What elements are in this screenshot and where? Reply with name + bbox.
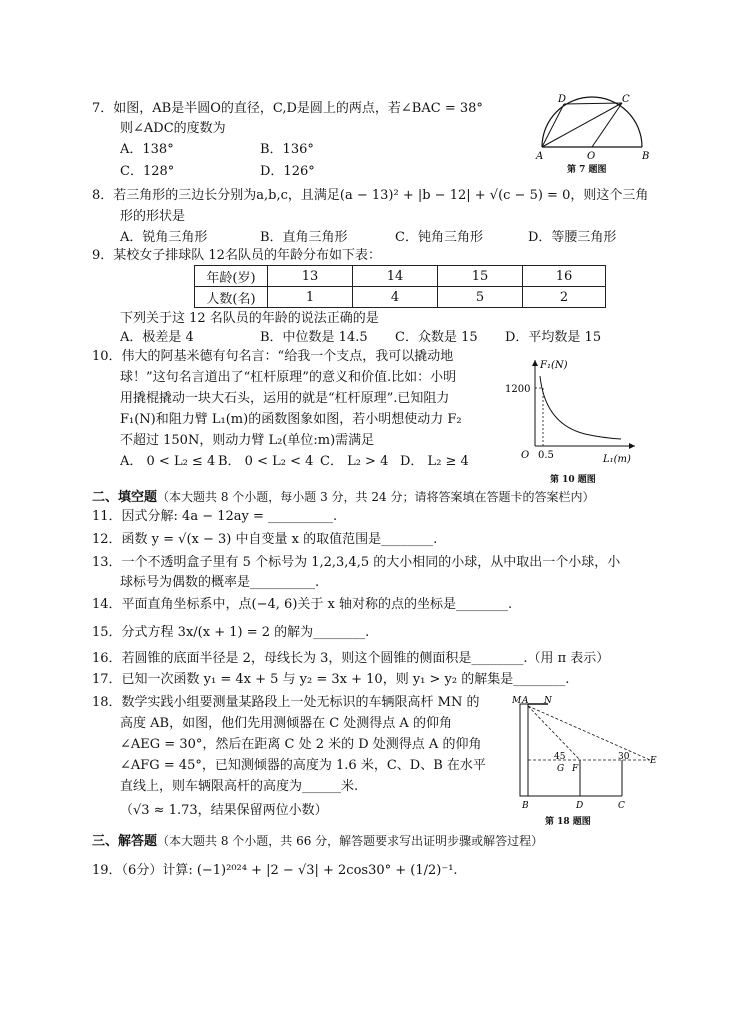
q13-line2: 球标号为偶数的概率是__________. [120, 575, 320, 590]
q10-x-axis-label: L₁(m) [603, 454, 631, 465]
q8-option-d: D．等腰三角形 [528, 230, 617, 245]
q10-option-d: D． L₂ ≥ 4 [400, 454, 469, 469]
q9-option-c: C．众数是 15 [395, 330, 478, 345]
q7-line2: 则∠ADC的度数为 [120, 121, 226, 136]
q17-text: 17．已知一次函数 y₁ = 4x + 5 与 y₂ = 3x + 10，则 y₁ > y₂ 的解集是________. [92, 672, 570, 687]
q18-label-a: A [522, 696, 529, 706]
q18-line5: 直线上，则车辆限高杆的高度为______米. [120, 779, 359, 794]
table-cell: 13 [268, 266, 353, 287]
q18-label-b: B [522, 801, 529, 811]
q18-label-m: M [512, 696, 522, 706]
q16-text: 16．若圆锥的底面半径是 2，母线长为 3，则这个圆锥的侧面积是________.（用 π 表示） [92, 651, 610, 666]
q10-line3: 用撬棍撬动一块大石头，运用的就是“杠杆原理”.已知阻力 [120, 391, 450, 406]
q10-option-b: B． 0 < L₂ < 4 [218, 454, 314, 469]
q18-figure-caption: 第 18 题图 [545, 817, 591, 827]
q8-line1: 8．若三角形的三边长分别为a,b,c，且满足(a − 13)² + |b − 12| + √(c − 5) = 0，则这个三角 [92, 188, 649, 203]
q18-height-bar-figure [510, 694, 660, 814]
table-cell: 4 [353, 287, 438, 308]
q10-x-tick: 0.5 [538, 450, 554, 461]
q9-option-a: A．极差是 4 [120, 330, 194, 345]
q18-line1: 18．数学实践小组要测量某路段上一处无标识的车辆限高杆 MN 的 [92, 695, 480, 710]
table-cell: 16 [523, 266, 606, 287]
q8-option-c: C．钝角三角形 [395, 230, 483, 245]
q15-text: 15．分式方程 3x/(x + 1) = 2 的解为________. [92, 625, 370, 640]
q7-option-a: A．138° [120, 142, 174, 157]
q18-line6: （√3 ≈ 1.73，结果保留两位小数） [120, 803, 328, 818]
q18-angle-30: 30 [618, 752, 630, 762]
q14-text: 14．平面直角坐标系中，点(−4, 6)关于 x 轴对称的点的坐标是________. [92, 597, 513, 612]
q18-label-g: G [557, 764, 565, 774]
table-row [195, 266, 606, 287]
q18-angle-45: 45 [554, 752, 566, 762]
q9-option-d: D．平均数是 15 [505, 330, 602, 345]
q10-origin-label: O [521, 450, 530, 461]
q7-label-o: O [587, 151, 596, 162]
table-cell: 人数(名) [195, 287, 268, 308]
q7-option-d: D．126° [260, 164, 315, 179]
q10-line2: 球！”这句名言道出了“杠杆原理”的意义和价值.比如：小明 [120, 370, 457, 385]
table-cell: 15 [438, 266, 523, 287]
q10-function-graph [503, 354, 643, 466]
q11-text: 11．因式分解: 4a − 12ay = __________. [92, 509, 338, 524]
q18-label-f: F [572, 764, 579, 774]
q18-line3: ∠AEG = 30°，然后在距离 C 处 2 米的 D 处测得点 A 的仰角 [120, 737, 482, 752]
q7-label-b: B [642, 151, 650, 162]
q18-label-e: E [650, 756, 657, 766]
section-3-heading [92, 830, 543, 853]
table-row [195, 287, 606, 308]
q13-line1: 13．一个不透明盒子里有 5 个标号为 1,2,3,4,5 的大小相同的小球，从中取出一个小球，小 [92, 555, 621, 570]
q18-label-c: C [618, 801, 625, 811]
table-cell: 2 [523, 287, 606, 308]
table-cell: 1 [268, 287, 353, 308]
q8-option-a: A．锐角三角形 [120, 230, 208, 245]
q7-option-c: C．128° [120, 164, 175, 179]
q10-line1: 10．伟大的阿基米德有句名言：“给我一个支点，我可以撬动地 [92, 349, 454, 364]
q10-line4: F₁(N)和阻力臂 L₁(m)的函数图象如图，若小明想使动力 F₂ [120, 412, 462, 427]
q9-line2: 下列关于这 12 名队员的年龄的说法正确的是 [120, 311, 379, 326]
q12-text: 12．函数 y = √(x − 3) 中自变量 x 的取值范围是________. [92, 532, 438, 547]
q8-option-b: B．直角三角形 [260, 230, 348, 245]
q9-age-table [194, 265, 606, 308]
section-3-title: 三、解答题 [92, 834, 158, 849]
q9-option-b: B．中位数是 14.5 [260, 330, 368, 345]
q7-label-a: A [536, 151, 544, 162]
q10-figure-caption: 第 10 题图 [550, 475, 596, 485]
q10-option-c: C． L₂ > 4 [320, 454, 389, 469]
section-3-note: （本大题共 8 个小题，共 66 分，解答题要求写出证明步骤或解答过程） [157, 834, 544, 848]
q7-label-d: D [558, 94, 567, 105]
q18-line2: 高度 AB，如图，他们先用测倾器在 C 处测得点 A 的仰角 [120, 716, 452, 731]
table-cell: 年龄(岁) [195, 266, 268, 287]
q8-line2: 形的形状是 [120, 209, 186, 224]
section-2-note: （本大题共 8 个小题，每小题 3 分，共 24 分；请将答案填在答题卡的答案栏内） [157, 490, 595, 504]
q10-y-axis-label: F₁(N) [540, 360, 568, 371]
q10-option-a: A． 0 < L₂ ≤ 4 [120, 454, 216, 469]
q10-line5: 不超过 150N，则动力臂 L₂(单位:m)需满足 [120, 433, 375, 448]
q7-option-b: B．136° [260, 142, 314, 157]
q19-text: 19．（6分）计算: (−1)²⁰²⁴ + |2 − √3| + 2cos30° + (1/2)⁻¹. [92, 863, 458, 878]
q18-label-d: D [576, 801, 584, 811]
q10-y-tick: 1200 [505, 384, 531, 395]
q18-label-n: N [544, 696, 552, 706]
section-2-title: 二、填空题 [92, 490, 158, 505]
q7-label-c: C [622, 94, 630, 105]
table-cell: 14 [353, 266, 438, 287]
q7-line1: 7．如图，AB是半圆O的直径，C,D是圆上的两点，若∠BAC = 38° [92, 101, 483, 116]
q7-figure-caption: 第 7 题图 [567, 165, 607, 175]
table-cell: 5 [438, 287, 523, 308]
q9-line1: 9．某校女子排球队 12名队员的年龄分布如下表： [92, 248, 381, 263]
q7-semicircle-figure [530, 92, 655, 162]
q18-line4: ∠AFG = 45°，已知测倾器的高度为 1.6 米，C、D、B 在水平 [120, 758, 486, 773]
